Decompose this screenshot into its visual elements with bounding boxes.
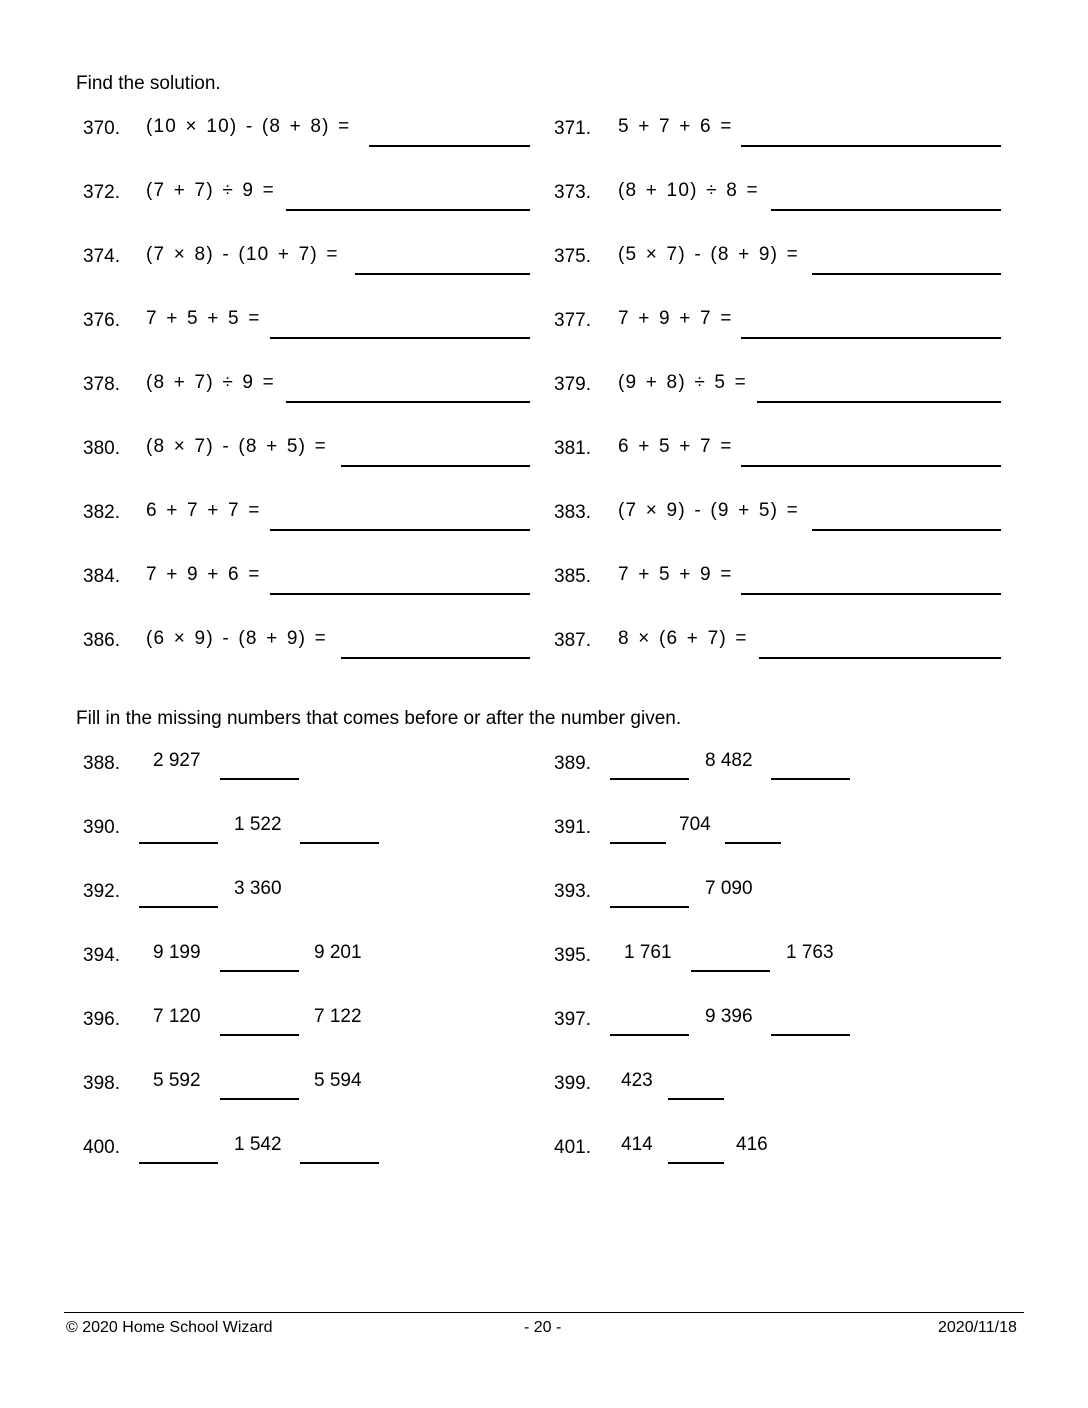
problem-number: 371. — [554, 118, 591, 139]
problem-number: 393. — [554, 881, 591, 902]
answer-blank[interactable] — [270, 529, 530, 531]
answer-blank[interactable] — [741, 145, 1001, 147]
answer-blank[interactable] — [610, 1034, 689, 1036]
given-number: 7 122 — [314, 1006, 362, 1027]
answer-blank[interactable] — [771, 209, 1001, 211]
problem-number: 392. — [83, 881, 120, 902]
problem-expression: (9 + 8) ÷ 5 = — [618, 372, 747, 393]
given-number: 9 396 — [705, 1006, 753, 1027]
answer-blank[interactable] — [369, 145, 530, 147]
problem-expression: 7 + 9 + 7 = — [618, 308, 733, 329]
instruction-fill-missing: Fill in the missing numbers that comes before or after the number given. — [76, 708, 682, 729]
given-number: 704 — [679, 814, 711, 835]
answer-blank[interactable] — [812, 529, 1001, 531]
problem-number: 373. — [554, 182, 591, 203]
answer-blank[interactable] — [341, 465, 530, 467]
answer-blank[interactable] — [668, 1098, 724, 1100]
footer-date: 2020/11/18 — [938, 1319, 1017, 1336]
given-number: 7 120 — [153, 1006, 201, 1027]
answer-blank[interactable] — [610, 842, 666, 844]
given-number: 5 594 — [314, 1070, 362, 1091]
problem-number: 377. — [554, 310, 591, 331]
given-number: 423 — [621, 1070, 653, 1091]
problem-number: 399. — [554, 1073, 591, 1094]
answer-blank[interactable] — [610, 906, 689, 908]
problem-number: 397. — [554, 1009, 591, 1030]
given-number: 2 927 — [153, 750, 201, 771]
problem-number: 381. — [554, 438, 591, 459]
answer-blank[interactable] — [610, 778, 689, 780]
problem-number: 380. — [83, 438, 120, 459]
problem-expression: (10 × 10) - (8 + 8) = — [146, 116, 351, 137]
given-number: 1 542 — [234, 1134, 282, 1155]
answer-blank[interactable] — [270, 593, 530, 595]
answer-blank[interactable] — [220, 1034, 299, 1036]
answer-blank[interactable] — [220, 970, 299, 972]
problem-number: 387. — [554, 630, 591, 651]
given-number: 1 761 — [624, 942, 672, 963]
problem-expression: 7 + 9 + 6 = — [146, 564, 261, 585]
problem-number: 391. — [554, 817, 591, 838]
problem-expression: 5 + 7 + 6 = — [618, 116, 733, 137]
problem-expression: (5 × 7) - (8 + 9) = — [618, 244, 799, 265]
problem-number: 401. — [554, 1137, 591, 1158]
problem-number: 389. — [554, 753, 591, 774]
answer-blank[interactable] — [139, 1162, 218, 1164]
problem-number: 390. — [83, 817, 120, 838]
answer-blank[interactable] — [812, 273, 1001, 275]
answer-blank[interactable] — [341, 657, 530, 659]
problem-expression: 6 + 7 + 7 = — [146, 500, 261, 521]
answer-blank[interactable] — [286, 209, 530, 211]
problem-number: 372. — [83, 182, 120, 203]
given-number: 3 360 — [234, 878, 282, 899]
problem-number: 400. — [83, 1137, 120, 1158]
problem-expression: (8 + 10) ÷ 8 = — [618, 180, 759, 201]
answer-blank[interactable] — [725, 842, 781, 844]
problem-expression: (6 × 9) - (8 + 9) = — [146, 628, 327, 649]
problem-number: 382. — [83, 502, 120, 523]
answer-blank[interactable] — [220, 778, 299, 780]
problem-expression: 6 + 5 + 7 = — [618, 436, 733, 457]
answer-blank[interactable] — [771, 778, 850, 780]
problem-number: 383. — [554, 502, 591, 523]
problem-expression: 7 + 5 + 5 = — [146, 308, 261, 329]
problem-expression: (7 + 7) ÷ 9 = — [146, 180, 275, 201]
problem-expression: 8 × (6 + 7) = — [618, 628, 748, 649]
given-number: 5 592 — [153, 1070, 201, 1091]
answer-blank[interactable] — [741, 465, 1001, 467]
answer-blank[interactable] — [270, 337, 530, 339]
problem-number: 379. — [554, 374, 591, 395]
answer-blank[interactable] — [220, 1098, 299, 1100]
answer-blank[interactable] — [741, 337, 1001, 339]
given-number: 1 763 — [786, 942, 834, 963]
given-number: 9 201 — [314, 942, 362, 963]
answer-blank[interactable] — [286, 401, 530, 403]
answer-blank[interactable] — [139, 906, 218, 908]
answer-blank[interactable] — [771, 1034, 850, 1036]
instruction-find-solution: Find the solution. — [76, 73, 221, 94]
problem-expression: (7 × 9) - (9 + 5) = — [618, 500, 799, 521]
given-number: 9 199 — [153, 942, 201, 963]
given-number: 414 — [621, 1134, 653, 1155]
problem-number: 376. — [83, 310, 120, 331]
problem-number: 385. — [554, 566, 591, 587]
answer-blank[interactable] — [300, 1162, 379, 1164]
answer-blank[interactable] — [139, 842, 218, 844]
problem-number: 375. — [554, 246, 591, 267]
problem-expression: (8 + 7) ÷ 9 = — [146, 372, 275, 393]
answer-blank[interactable] — [759, 657, 1001, 659]
problem-number: 394. — [83, 945, 120, 966]
given-number: 416 — [736, 1134, 768, 1155]
given-number: 7 090 — [705, 878, 753, 899]
answer-blank[interactable] — [741, 593, 1001, 595]
footer-divider — [64, 1312, 1024, 1313]
answer-blank[interactable] — [355, 273, 530, 275]
problem-number: 370. — [83, 118, 120, 139]
answer-blank[interactable] — [300, 842, 379, 844]
problem-number: 396. — [83, 1009, 120, 1030]
footer-page-number: - 20 - — [524, 1319, 562, 1336]
problem-expression: (8 × 7) - (8 + 5) = — [146, 436, 327, 457]
problem-expression: (7 × 8) - (10 + 7) = — [146, 244, 339, 265]
problem-number: 388. — [83, 753, 120, 774]
given-number: 8 482 — [705, 750, 753, 771]
answer-blank[interactable] — [691, 970, 770, 972]
footer-copyright: © 2020 Home School Wizard — [66, 1319, 273, 1336]
problem-number: 395. — [554, 945, 591, 966]
problem-number: 386. — [83, 630, 120, 651]
answer-blank[interactable] — [668, 1162, 724, 1164]
problem-number: 378. — [83, 374, 120, 395]
answer-blank[interactable] — [757, 401, 1001, 403]
given-number: 1 522 — [234, 814, 282, 835]
problem-expression: 7 + 5 + 9 = — [618, 564, 733, 585]
problem-number: 398. — [83, 1073, 120, 1094]
problem-number: 374. — [83, 246, 120, 267]
problem-number: 384. — [83, 566, 120, 587]
